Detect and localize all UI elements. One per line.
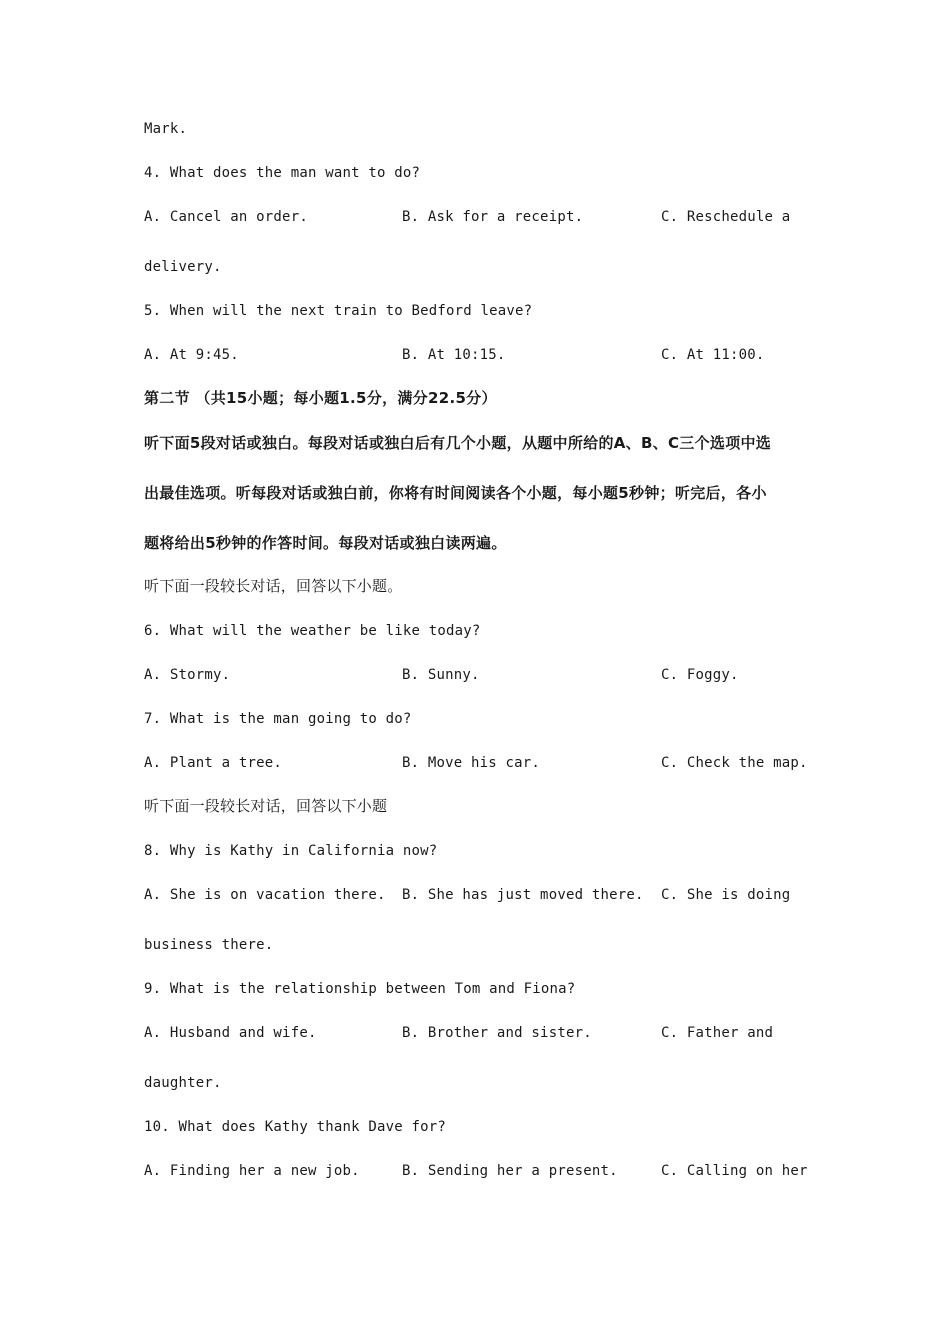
- instructions-line-2: 出最佳选项。听每段对话或独白前，你将有时间阅读各个小题，每小题5秒钟；听完后，各小: [144, 484, 767, 502]
- q6-option-a: A. Stormy.: [144, 667, 231, 683]
- dialog-intro-1: 听下面一段较长对话，回答以下小题。: [144, 577, 403, 595]
- question-10: 10. What does Kathy thank Dave for?: [144, 1119, 447, 1135]
- q9-option-b: B. Brother and sister.: [402, 1025, 592, 1041]
- question-7: 7. What is the man going to do?: [144, 711, 412, 727]
- q9-option-c-continuation: daughter.: [144, 1075, 222, 1091]
- text-line-mark: Mark.: [144, 121, 188, 137]
- q9-option-c: C. Father and: [661, 1025, 774, 1041]
- question-5: 5. When will the next train to Bedford leave?: [144, 303, 533, 319]
- section-2-title: 第二节 （共15小题；每小题1.5分，满分22.5分）: [144, 389, 497, 407]
- q10-option-c: C. Calling on her: [661, 1163, 808, 1179]
- q6-option-c: C. Foggy.: [661, 667, 739, 683]
- q8-option-a: A. She is on vacation there.: [144, 887, 386, 903]
- q8-option-c: C. She is doing: [661, 887, 791, 903]
- q4-option-a: A. Cancel an order.: [144, 209, 308, 225]
- q7-option-c: C. Check the map.: [661, 755, 808, 771]
- question-8: 8. Why is Kathy in California now?: [144, 843, 438, 859]
- instructions-line-3: 题将给出5秒钟的作答时间。每段对话或独白读两遍。: [144, 534, 507, 552]
- q6-option-b: B. Sunny.: [402, 667, 480, 683]
- q4-option-c: C. Reschedule a: [661, 209, 791, 225]
- q10-option-b: B. Sending her a present.: [402, 1163, 618, 1179]
- q7-option-b: B. Move his car.: [402, 755, 541, 771]
- q4-option-b: B. Ask for a receipt.: [402, 209, 584, 225]
- q8-option-b: B. She has just moved there.: [402, 887, 644, 903]
- q10-option-a: A. Finding her a new job.: [144, 1163, 360, 1179]
- q5-option-a: A. At 9:45.: [144, 347, 239, 363]
- instructions-line-1: 听下面5段对话或独白。每段对话或独白后有几个小题，从题中所给的A、B、C三个选项中选: [144, 434, 772, 452]
- question-9: 9. What is the relationship between Tom and Fiona?: [144, 981, 576, 997]
- q9-option-a: A. Husband and wife.: [144, 1025, 317, 1041]
- q5-option-b: B. At 10:15.: [402, 347, 506, 363]
- question-6: 6. What will the weather be like today?: [144, 623, 481, 639]
- question-4: 4. What does the man want to do?: [144, 165, 421, 181]
- q7-option-a: A. Plant a tree.: [144, 755, 283, 771]
- q5-option-c: C. At 11:00.: [661, 347, 765, 363]
- q8-option-c-continuation: business there.: [144, 937, 274, 953]
- q4-option-c-continuation: delivery.: [144, 259, 222, 275]
- dialog-intro-2: 听下面一段较长对话，回答以下小题: [144, 797, 388, 815]
